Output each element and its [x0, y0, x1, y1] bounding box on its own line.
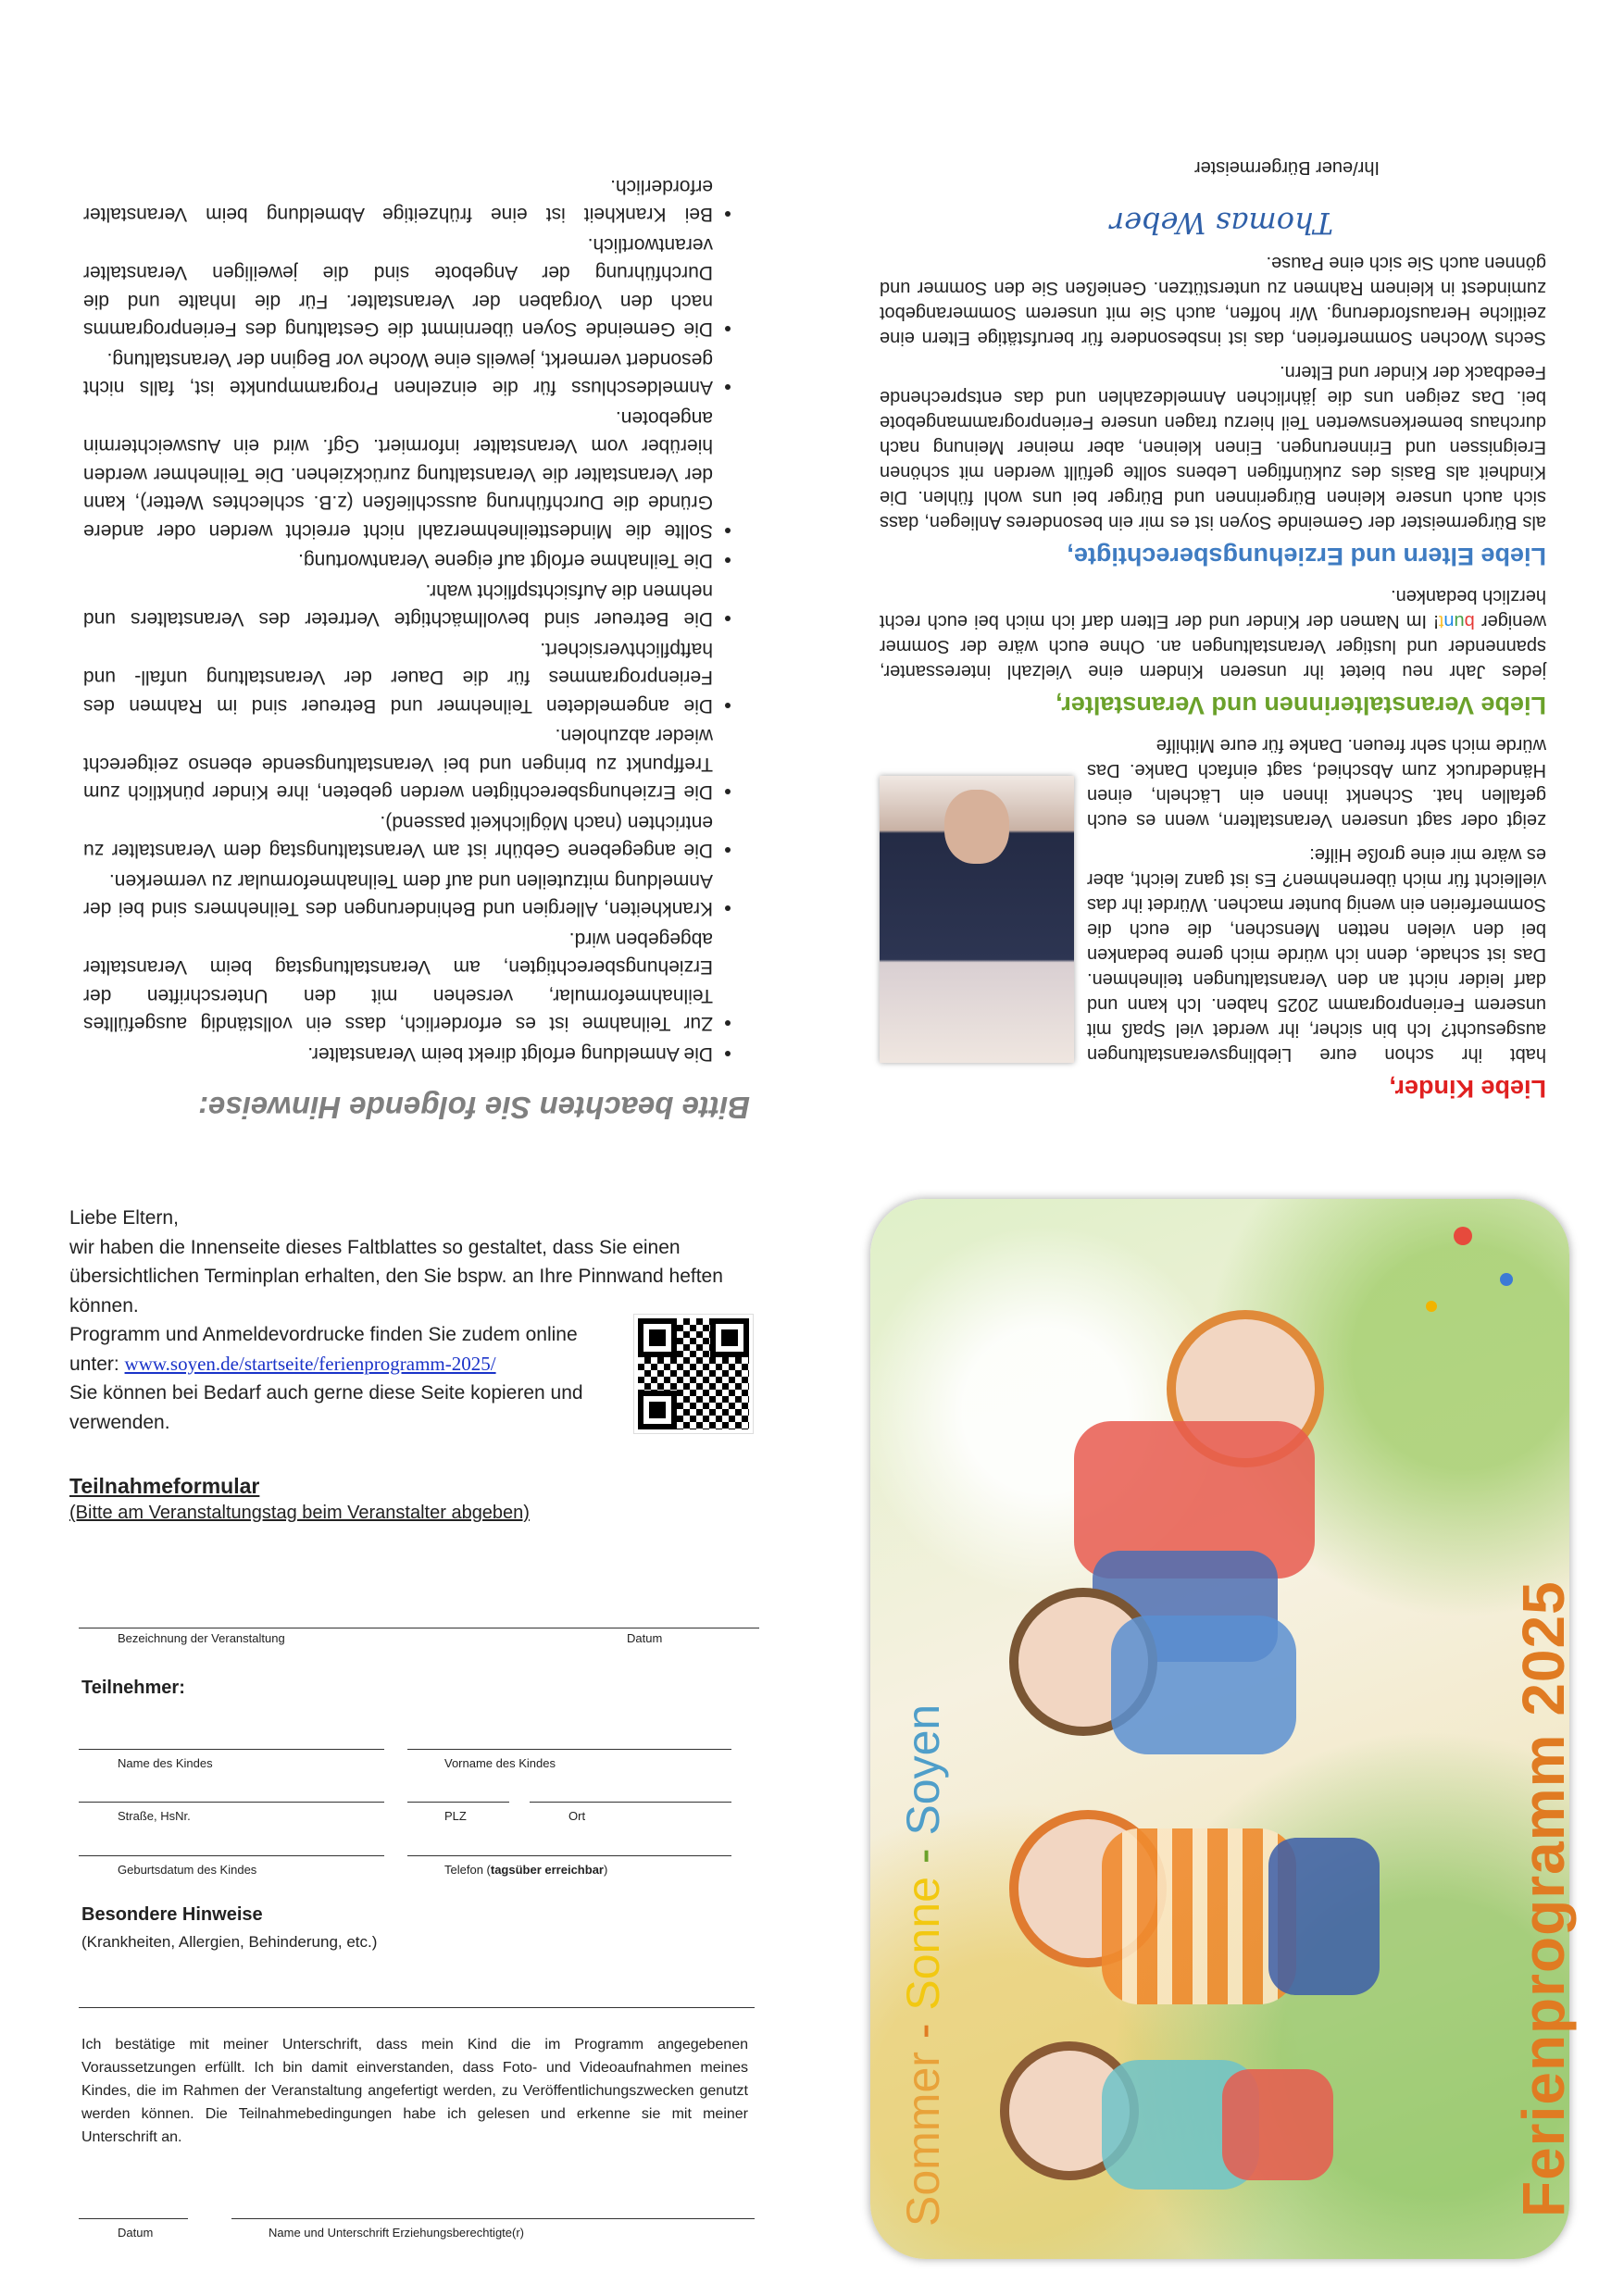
qr-finder	[710, 1318, 749, 1357]
label-telefon	[444, 1863, 607, 1877]
confirm-text: Ich bestätige mit meiner Unterschrift, dass mein Kind die im Programm angegebenen Voraussetzungen erfüllt. Ich bin damit einverstanden, dass Foto- und Videoaufnahmen meines Kindes, die im Rahmen der Veranstaltung angefertigt werden, zu Veröffentlichungszwecken genutzt werden können. Die Teilnahmebedingungen habe ich gelesen und erkenne sie mit meiner Unterschrift an.	[81, 2037, 748, 2145]
cover-dash: -	[897, 2023, 949, 2040]
cover-slogan	[896, 1704, 950, 2227]
kinder-title: Liebe Kinder,	[1389, 1075, 1546, 1103]
veranstalter-text	[880, 583, 1546, 683]
letters-panel	[880, 42, 1546, 1116]
hinweis-item: • Die Erziehungsberechtigten werden gebeten, ihre Kinder pünktlich zum Treffpunkt zu bringen und bei Veranstaltungsende ebenso zeitgerecht wieder abzuholen.	[83, 721, 713, 806]
form-panel	[69, 1204, 764, 1524]
hinweis-item: • Die angemeldeten Teilnehmer und Betreuer sind im Rahmen des Ferienprogrammes für die Dauer der Veranstaltung unfall- und haftpflichtversichert.	[83, 635, 713, 720]
eltern-text-2: Sechs Wochen Sommerferien, das ist insbesondere für berufstätige Eltern eine zeitliche Herausforderung. Wir hoffen, auch Sie mit unserem Sommerangebot zumindest in kleinem Rahmen zu unterstützen. Genießen Sie den Sommer und gönnen auch Sie sich eine Pause.	[880, 253, 1546, 348]
bunt-letter: n	[1443, 611, 1455, 631]
hinweis-item: • Die Betreuer sind bevollmächtigte Vertreter des Veranstalters und nehmen die Aufsichtspflicht wahr.	[83, 577, 713, 633]
label-bezeichnung: Bezeichnung der Veranstaltung	[118, 1631, 285, 1645]
bunt-word	[1439, 611, 1475, 631]
label-plz: PLZ	[444, 1809, 467, 1823]
veranstalter-text-b: ! Im Namen der Kinder und der Eltern darf ich mich bei euch recht herzlich bedanken.	[879, 586, 1546, 631]
cover-dash: -	[897, 1848, 949, 1865]
hinweise-title: Bitte beachten Sie folgende Hinweise:	[198, 1091, 750, 1125]
mayor-photo	[880, 776, 1074, 1063]
label-telefon-bold: tagsüber erreichbar	[490, 1863, 604, 1877]
field-sig-name[interactable]	[231, 2218, 755, 2219]
intro-online	[69, 1320, 606, 1379]
paint-splash	[1454, 1227, 1472, 1245]
label-vorname-kind: Vorname des Kindes	[444, 1756, 556, 1770]
label-sig-name: Name und Unterschrift Erziehungsberechtigte(r)	[269, 2226, 525, 2240]
signature-block	[880, 185, 1546, 241]
eltern-text: als Bürgermeister der Gemeinde Soyen ist es mir ein besonderes Anliegen, dass sich auch unsere kleinen Bürgerinnen und Bürger bei uns wohl fühlen. Die Kindheit als Basis des zukünftigen Lebens sollte gefüllt werden mit schönen Ereignissen und Erinnerungen. Einen kleinen, aber meiner Meinung nach durchaus bemerkenswerten Teil hierzu tragen unsere Ferienprogrammangebote bei. Das zeigen uns die jährlichen Anmeldezahlen und das entsprechende Feedback der Kinder und Eltern.	[880, 362, 1546, 532]
hinweis-item: • Krankheiten, Allergien und Behinderungen des Teilnehmers sind bei der Anmeldung mitzuteilen und auf dem Teilnahmeformular zu vermerken.	[83, 867, 713, 923]
cover-soyen: Soyen	[897, 1703, 949, 1836]
field-strasse[interactable]	[79, 1802, 384, 1803]
field-vorname-kind[interactable]	[407, 1749, 731, 1750]
qr-finder	[638, 1318, 677, 1357]
bunt-letter: t	[1438, 611, 1444, 631]
child-shirt	[1111, 1616, 1296, 1754]
hinweis-item: • Anmeldeschluss für die einzelnen Programmpunkte ist, falls nicht gesondert vermerkt, jeweils eine Woche vor Beginn der Veranstaltung.	[83, 345, 713, 402]
label-geburtsdatum: Geburtsdatum des Kindes	[118, 1863, 257, 1877]
qr-code[interactable]	[634, 1315, 753, 1433]
field-plz[interactable]	[407, 1802, 509, 1803]
qr-finder	[638, 1391, 677, 1429]
besondere-sub: (Krankheiten, Allergien, Behinderung, etc.)	[81, 1933, 378, 1951]
label-name-kind: Name des Kindes	[118, 1756, 213, 1770]
label-ort: Ort	[568, 1809, 586, 1823]
paint-splash	[1426, 1301, 1437, 1312]
child-shorts	[1222, 2069, 1333, 2180]
cover-title: Ferienprogramm 2025	[1510, 1580, 1577, 2217]
field-name-kind[interactable]	[79, 1749, 384, 1750]
eltern-title: Liebe Eltern und Erziehungsberechtigte,	[1067, 543, 1546, 570]
intro-greeting: Liebe Eltern,	[69, 1207, 179, 1229]
hinweis-item: • Zur Teilnahme ist es erforderlich, dass ein vollständig ausgefülltes Teilnahmeformular, versehen mit den Unterschriften der Erziehungsberechtigten, am Veranstaltungstag beim Veranstalter abgegeben wird.	[83, 925, 713, 1038]
field-sig-datum[interactable]	[79, 2218, 188, 2219]
bunt-letter: u	[1454, 611, 1465, 631]
hinweise-list	[83, 172, 750, 1068]
label-sig-datum: Datum	[118, 2226, 154, 2240]
veranstalter-text-a: jedes Jahr neu bietet ihr unseren Kindern eine Vielzahl interessanter, spannender und lustiger Veranstaltungen an. Ohne euch wäre der Sommer weniger	[880, 611, 1546, 681]
field-geburtsdatum[interactable]	[79, 1855, 384, 1856]
intro-copy: Sie können bei Bedarf auch gerne diese Seite kopieren und verwenden.	[69, 1382, 583, 1433]
signature: Thomas Weber	[1109, 206, 1333, 241]
closing-text: Ihr/euer Bürgermeister	[1193, 157, 1380, 178]
field-ort[interactable]	[530, 1802, 731, 1803]
paint-splash	[1500, 1273, 1513, 1286]
veranstalter-title: Liebe Veranstalterinnen und Veranstalter,	[1056, 692, 1546, 719]
intro-text: wir haben die Innenseite dieses Faltblattes so gestaltet, dass Sie einen übersichtlichen Terminplan erhalten, den Sie bspw. an Ihre Pinnwand heften können.	[69, 1236, 723, 1316]
field-telefon[interactable]	[407, 1855, 731, 1856]
teilnehmer-heading: Teilnehmer:	[81, 1678, 185, 1698]
bunt-letter: b	[1464, 611, 1475, 631]
label-strasse: Straße, HsNr.	[118, 1809, 191, 1823]
kinder-text: habt ihr schon eure Lieblingsveranstaltungen ausgesucht? Ich bin sicher, ihr werdet viel Spaß mit unserem Ferienprogramm 2025 haben. Ich kann und darf leider nicht an den Veranstaltungen teilnehmen. Das ist schade, denn ich würde mich gerne bedanken bei den vielen netten Menschen, die euch die Sommerferien ein wenig bunter machen. Würdet ihr das vielleicht für mich übernehmen? Es ist ganz leicht, aber es wäre mir eine große Hilfe:	[1087, 844, 1546, 1065]
hinweis-item: • Die angegebene Gebühr ist am Veranstaltungstag dem Veranstalter zu entrichten (nach Möglichkeit passend).	[83, 808, 713, 865]
hinweise-panel	[83, 28, 750, 1125]
label-telefon-end: )	[603, 1863, 608, 1877]
hinweis-item: • Die Gemeinde Soyen übernimmt die Gestaltung des Ferienprogramms nach den Vorgaben der Veranstalter. Für die Inhalte und die Durchführung der Angebote sind die jeweiligen Veranstalter verantwortlich.	[83, 231, 713, 343]
cover-panel	[870, 1199, 1577, 2259]
cover-sommer: Sommer	[897, 2052, 949, 2227]
kinder-text-2: zeigt oder sagt unseren Veranstaltern, wenn es euch gefallen hat. Schenkt ihnen ein Lächeln, einen Händedruck zum Abschied, sagt einfach Danke. Das würde mich sehr freuen. Danke für eure Mithilfe	[1087, 735, 1546, 830]
label-telefon-text: Telefon (	[444, 1863, 491, 1877]
intro-online-text: Programm und Anmeldevordrucke finden Sie zudem online unter:	[69, 1324, 578, 1375]
hinweis-item: • Die Teilnahme erfolgt auf eigene Verantwortung.	[83, 546, 713, 575]
hinweis-item: • Sollte die Mindestteilnehmerzahl nicht erreicht werden oder andere Gründe die Durchführung ausschließen (z.B. schlechtes Wetter), kann der Veranstalter die Veranstaltung zurückziehen. Die Teilnehmer werden hierüber vom Veranstalter informiert. Ggf. wird ein Ausweichtermin angeboten.	[83, 404, 713, 545]
cover-sonne: Sonne	[897, 1877, 949, 2011]
field-besondere[interactable]	[79, 2007, 755, 2008]
label-datum: Datum	[627, 1631, 663, 1645]
hinweis-item: • Die Anmeldung erfolgt direkt beim Veranstalter.	[83, 1040, 713, 1068]
mayor-face	[944, 790, 1009, 864]
child-shorts	[1268, 1838, 1380, 1995]
besondere-heading: Besondere Hinweise	[81, 1904, 263, 1925]
form-title: Teilnahmeformular	[69, 1474, 260, 1498]
child-shirt	[1102, 1828, 1296, 2004]
program-link[interactable]: www.soyen.de/startseite/ferienprogramm-2025/	[124, 1352, 496, 1375]
form-subtitle: (Bitte am Veranstaltungstag beim Veranstalter abgeben)	[69, 1503, 530, 1523]
hinweis-item: • Bei Krankheit ist eine frühzeitige Abmeldung beim Veranstalter erforderlich.	[83, 172, 713, 229]
